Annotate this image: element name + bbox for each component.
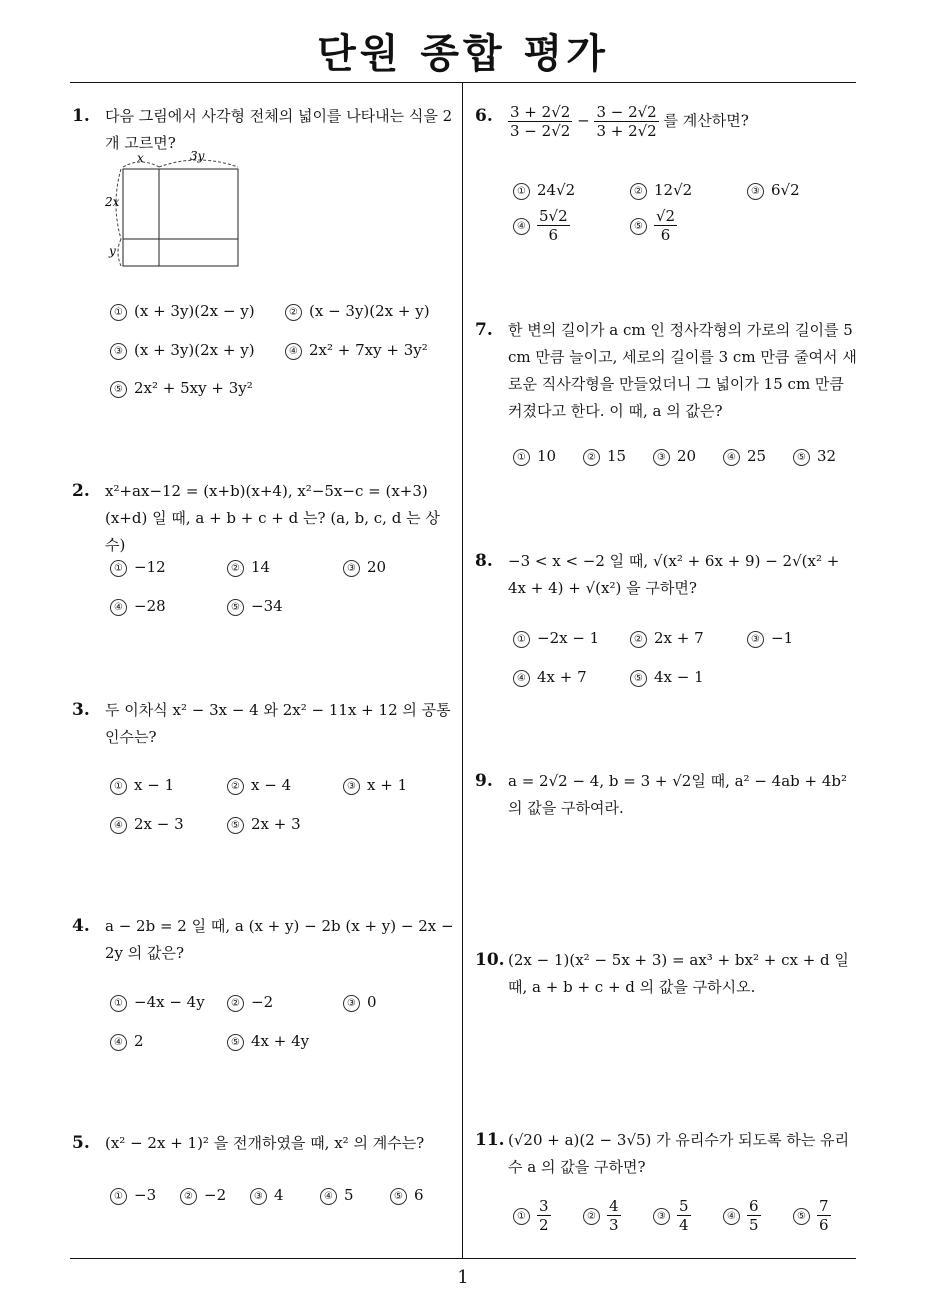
- option-4[interactable]: ④ $\frac{5√2}{6}$: [513, 207, 570, 244]
- problem-text: 한 변의 길이가 a cm 인 정사각형의 가로의 길이를 5 cm 만큼 늘이고, 세로의 길이를 3 cm 만큼 줄여서 새로운 직사각형을 만들었더니 그 넓이가 15 cm 만큼 커졌다고 한다. 이 때, a 의 값은?: [508, 321, 857, 420]
- option-5[interactable]: ⑤ $\frac{√2}{6}$: [630, 207, 677, 244]
- option-3[interactable]: ③ 20: [653, 443, 696, 470]
- problem-number: 11.: [475, 1130, 505, 1150]
- option-5[interactable]: ⑤ 32: [793, 443, 836, 470]
- problem-text: (x² − 2x + 1)² 을 전개하였을 때, x² 의 계수는?: [105, 1134, 425, 1152]
- option-1[interactable]: ① −12: [110, 554, 166, 581]
- option-3[interactable]: ③ x + 1: [343, 772, 407, 799]
- label-3y: 3y: [190, 151, 205, 163]
- option-4[interactable]: ④ −28: [110, 593, 166, 620]
- option-4[interactable]: ④ 4x + 7: [513, 664, 587, 691]
- page-title: 단원 종합 평가: [317, 31, 609, 77]
- option-2[interactable]: ② −2: [227, 989, 273, 1016]
- circled-number: ④: [285, 343, 302, 360]
- option-3[interactable]: ③ (x + 3y)(2x + y): [110, 337, 255, 364]
- option-1[interactable]: ① 24√2: [513, 177, 575, 204]
- option-4[interactable]: ④ 25: [723, 443, 766, 470]
- option-1[interactable]: ① $\frac{3}{2}$: [513, 1197, 551, 1234]
- option-5[interactable]: ⑤ 4x − 1: [630, 664, 704, 691]
- option-2[interactable]: ② 2x + 7: [630, 625, 704, 652]
- problem-text: a = 2√2 − 4, b = 3 + √2일 때, a² − 4ab + 4b²의 값을 구하여라.: [508, 772, 848, 817]
- problem-number: 9.: [475, 771, 493, 791]
- circled-number: ①: [110, 304, 127, 321]
- option-2[interactable]: ② (x − 3y)(2x + y): [285, 298, 430, 325]
- top-rule: [70, 82, 856, 83]
- problem-text: x²+ax−12 = (x+b)(x+4), x²−5x−c = (x+3)(x+d) 일 때, a + b + c + d 는? (a, b, c, d 는 상수): [105, 482, 440, 554]
- option-3[interactable]: ③ 4: [250, 1182, 284, 1209]
- option-5[interactable]: ⑤ $\frac{7}{6}$: [793, 1197, 831, 1234]
- option-4[interactable]: ④ $\frac{6}{5}$: [723, 1197, 761, 1234]
- option-5[interactable]: ⑤ −34: [227, 593, 283, 620]
- problem-number: 7.: [475, 320, 493, 340]
- option-1[interactable]: ① (x + 3y)(2x − y): [110, 298, 255, 325]
- problem-number: 10.: [475, 950, 505, 970]
- option-5[interactable]: ⑤ 2x + 3: [227, 811, 301, 838]
- problem-text: 두 이차식 x² − 3x − 4 와 2x² − 11x + 12 의 공통인수는?: [105, 701, 451, 746]
- problem-text: a − 2b = 2 일 때, a (x + y) − 2b (x + y) − 2x − 2y 의 값은?: [105, 917, 454, 962]
- problem-number: 4.: [72, 916, 90, 936]
- circled-number: ⑤: [110, 381, 127, 398]
- fraction-2: $\frac{3 - 2√2}{3 + 2√2}$: [596, 103, 657, 140]
- problem-text: (2x − 1)(x² − 5x + 3) = ax³ + bx² + cx + d 일 때, a + b + c + d 의 값을 구하시오.: [508, 951, 849, 996]
- option-1[interactable]: ① −2x − 1: [513, 625, 599, 652]
- option-2[interactable]: ② 14: [227, 554, 270, 581]
- label-y: y: [109, 244, 116, 258]
- option-4[interactable]: ④ 2x² + 7xy + 3y²: [285, 337, 428, 364]
- problem-number: 3.: [72, 700, 90, 720]
- page-number: 1: [457, 1267, 469, 1288]
- circled-number: ③: [110, 343, 127, 360]
- problem-number: 1.: [72, 106, 90, 126]
- label-2x: 2x: [105, 195, 120, 209]
- option-5[interactable]: ⑤ 6: [390, 1182, 424, 1209]
- option-4[interactable]: ④ 2x − 3: [110, 811, 184, 838]
- circled-number: ②: [285, 304, 302, 321]
- problem-expression: $\frac{3 + 2√2}{3 - 2√2}$ − $\frac{3 - 2√2}{3 + 2√2}$ 를 계산하면?: [510, 103, 749, 140]
- bottom-rule: [70, 1258, 856, 1259]
- option-3[interactable]: ③ 20: [343, 554, 386, 581]
- problem-text: −3 < x < −2 일 때, √(x² + 6x + 9) − 2√(x² + 4x + 4) + √(x²) 을 구하면?: [508, 552, 840, 597]
- problem-text: 를 계산하면?: [663, 111, 749, 130]
- problem-number: 8.: [475, 551, 493, 571]
- option-1[interactable]: ① x − 1: [110, 772, 174, 799]
- option-3[interactable]: ③ −1: [747, 625, 793, 652]
- option-4[interactable]: ④ 5: [320, 1182, 354, 1209]
- rectangle-figure: [105, 151, 245, 269]
- option-5[interactable]: ⑤ 4x + 4y: [227, 1028, 309, 1055]
- option-1[interactable]: ① 10: [513, 443, 556, 470]
- problem-number: 2.: [72, 481, 90, 501]
- option-2[interactable]: ② 12√2: [630, 177, 692, 204]
- fraction-1: $\frac{3 + 2√2}{3 - 2√2}$: [510, 103, 571, 140]
- option-1[interactable]: ① −4x − 4y: [110, 989, 205, 1016]
- problem-number: 5.: [72, 1133, 90, 1153]
- option-3[interactable]: ③ $\frac{5}{4}$: [653, 1197, 691, 1234]
- option-1[interactable]: ① −3: [110, 1182, 156, 1209]
- problem-text: (√20 + a)(2 − 3√5) 가 유리수가 되도록 하는 유리수 a 의 값을 구하면?: [508, 1131, 850, 1176]
- option-2[interactable]: ② −2: [180, 1182, 226, 1209]
- option-5[interactable]: ⑤ 2x² + 5xy + 3y²: [110, 375, 253, 402]
- label-x: x: [137, 151, 144, 165]
- option-3[interactable]: ③ 6√2: [747, 177, 800, 204]
- option-2[interactable]: ② $\frac{4}{3}$: [583, 1197, 621, 1234]
- option-3[interactable]: ③ 0: [343, 989, 377, 1016]
- problem-number: 6.: [475, 106, 493, 126]
- problem-text: 다음 그림에서 사각형 전체의 넓이를 나타내는 식을 2 개 고르면?: [105, 107, 453, 152]
- column-divider: [462, 82, 463, 1258]
- option-4[interactable]: ④ 2: [110, 1028, 144, 1055]
- option-2[interactable]: ② x − 4: [227, 772, 291, 799]
- option-2[interactable]: ② 15: [583, 443, 626, 470]
